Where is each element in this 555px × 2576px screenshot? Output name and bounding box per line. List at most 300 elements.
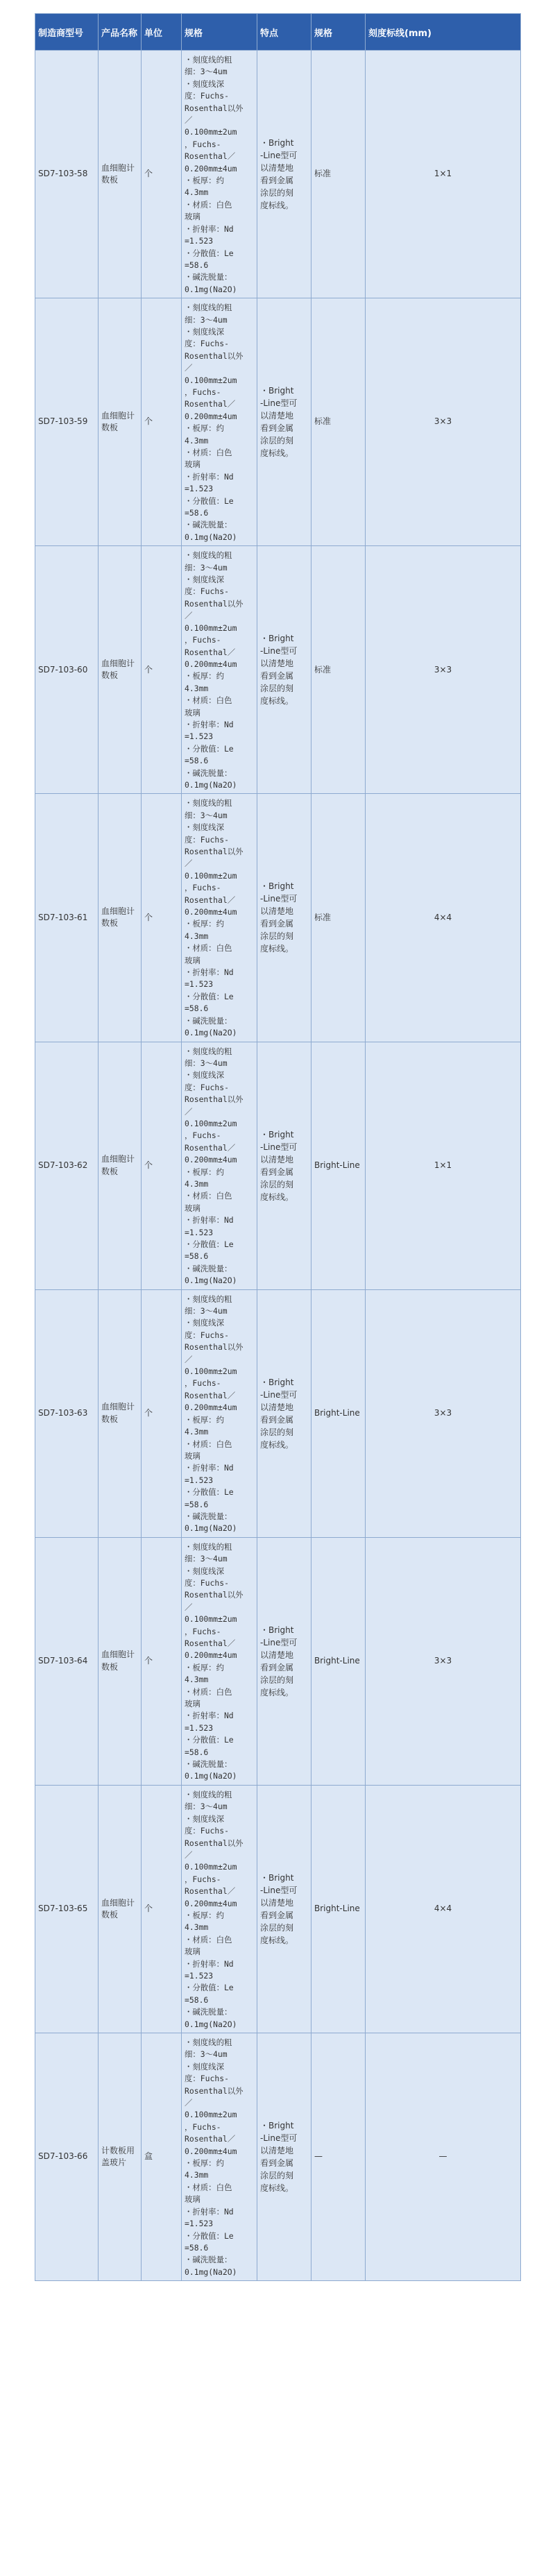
features-line: 以清楚地 <box>260 2146 294 2156</box>
features-line: 度标线。 <box>260 696 294 706</box>
header-type: 规格 <box>311 14 366 51</box>
features-line: ・Bright <box>260 1625 294 1635</box>
specification-line: 0.100mm±2um <box>185 2110 237 2120</box>
specification-line: ／ <box>185 1849 193 1860</box>
unit-cell: 个 <box>142 546 182 794</box>
specification-line: =1.523 <box>185 1475 214 1485</box>
specification-line: ・碱洗脱量： <box>185 1759 232 1770</box>
specification-line: ／ <box>185 611 193 621</box>
specification-line: 度：Fuchs- <box>185 1330 229 1340</box>
type-cell: Bright-Line <box>311 1785 366 2033</box>
specification-line: 玻璃 <box>185 2194 200 2205</box>
features-line: 度标线。 <box>260 944 294 954</box>
features-line: 涂层的刻 <box>260 1179 294 1189</box>
specification-line: 0.100mm±2um <box>185 1862 237 1872</box>
features-cell <box>257 2033 311 2281</box>
specification-line: ・折射率：Nd <box>185 1711 234 1721</box>
scale-lines-cell: 3×3 <box>366 1289 521 1537</box>
header-scale-lines: 刻度标线(mm) <box>366 14 521 51</box>
specification-line: 细：3～4um <box>185 1802 228 1812</box>
specification-line: ・刻度线深 <box>185 1813 224 1824</box>
specification-line: ・刻度线的粗 <box>185 550 232 561</box>
specification-line: ・碱洗脱量： <box>185 2007 232 2017</box>
specification-cell <box>182 1537 257 1785</box>
specification-line: ・刻度线深 <box>185 326 224 337</box>
specification-line: 度：Fuchs- <box>185 1082 229 1092</box>
product-name-cell: 血细胞计数板 <box>99 1289 142 1537</box>
features-line: 看到金属 <box>260 1910 294 1920</box>
table-row <box>35 794 521 1042</box>
specification-line: ・板厚：约 <box>185 2158 224 2169</box>
features-line: 看到金属 <box>260 1414 294 1425</box>
features-line: 涂层的刻 <box>260 931 294 942</box>
specification-line: 0.100mm±2um <box>185 622 237 633</box>
specification-line: Rosenthal以外 <box>185 1838 244 1848</box>
unit-cell: 个 <box>142 1537 182 1785</box>
specification-line: ・刻度线深 <box>185 1318 224 1328</box>
features-line: 涂层的刻 <box>260 1675 294 1685</box>
specification-line: 0.200mm±4um <box>185 411 237 421</box>
specification-line: 0.1mg(Na2O) <box>185 1523 237 1534</box>
specification-line: Rosenthal以外 <box>185 350 244 361</box>
specification-line: 0.1mg(Na2O) <box>185 532 237 542</box>
features-line: 度标线。 <box>260 1687 294 1697</box>
specification-line: 0.200mm±4um <box>185 659 237 669</box>
specification-line: =1.523 <box>185 236 214 246</box>
specification-line: 0.100mm±2um <box>185 1614 237 1625</box>
specification-line: =58.6 <box>185 260 209 270</box>
features-line: 以清楚地 <box>260 163 294 173</box>
unit-cell: 盒 <box>142 2033 182 2281</box>
specification-line: ，Fuchs- <box>185 1130 221 1141</box>
features-line: -Line型可 <box>260 1389 298 1400</box>
specification-line: ・刻度线的粗 <box>185 303 232 313</box>
features-cell <box>257 298 311 546</box>
specification-line: =1.523 <box>185 1722 214 1733</box>
features-line: 涂层的刻 <box>260 188 294 198</box>
specification-line: ・刻度线的粗 <box>185 1789 232 1799</box>
features-line: -Line型可 <box>260 151 298 161</box>
specification-line: 玻璃 <box>185 707 200 718</box>
specification-line: =1.523 <box>185 2219 214 2229</box>
specification-line: 细：3～4um <box>185 1554 228 1564</box>
features-line: 以清楚地 <box>260 1650 294 1660</box>
specification-line: =1.523 <box>185 484 214 494</box>
features-cell <box>257 1042 311 1289</box>
specification-line: 细：3～4um <box>185 2049 228 2060</box>
specification-line: Rosenthal以外 <box>185 1590 244 1600</box>
features-line: 以清楚地 <box>260 906 294 917</box>
specification-line: 0.100mm±2um <box>185 1366 237 1377</box>
model-cell: SD7-103-59 <box>35 298 99 546</box>
specification-line: ・碱洗脱量： <box>185 272 232 282</box>
specification-line: ・折射率：Nd <box>185 1958 234 1969</box>
specification-line: 细：3～4um <box>185 67 228 77</box>
features-line: 以清楚地 <box>260 659 294 669</box>
specification-line: 4.3mm <box>185 1922 209 1933</box>
specification-line: ，Fuchs- <box>185 2121 221 2132</box>
specification-line: ・材质：白色 <box>185 695 232 706</box>
specification-line: ・碱洗脱量： <box>185 1511 232 1521</box>
scale-lines-cell: — <box>366 2033 521 2281</box>
features-line: ・Bright <box>260 1872 294 1883</box>
features-line: 度标线。 <box>260 201 294 211</box>
features-line: -Line型可 <box>260 646 298 656</box>
specification-line: ・刻度线深 <box>185 2061 224 2071</box>
specification-line: =58.6 <box>185 1251 209 1262</box>
specification-line: ／ <box>185 1602 193 1612</box>
features-line: -Line型可 <box>260 1637 298 1647</box>
product-name-cell: 计数板用盖玻片 <box>99 2033 142 2281</box>
specification-line: Rosenthal以外 <box>185 1094 244 1105</box>
product-name-cell: 血细胞计数板 <box>99 794 142 1042</box>
specification-line: ・刻度线深 <box>185 575 224 585</box>
features-line: ・Bright <box>260 138 294 149</box>
features-line: ・Bright <box>260 1129 294 1139</box>
specification-line: ・碱洗脱量： <box>185 2255 232 2265</box>
specification-line: 4.3mm <box>185 435 209 446</box>
features-line: 度标线。 <box>260 1192 294 1202</box>
specification-line: ，Fuchs- <box>185 387 221 397</box>
specification-line: ・折射率：Nd <box>185 719 234 729</box>
specification-line: ，Fuchs- <box>185 139 221 149</box>
specification-line: 度：Fuchs- <box>185 586 229 597</box>
features-line: ・Bright <box>260 386 294 396</box>
features-line: 度标线。 <box>260 1439 294 1450</box>
specification-line: ・材质：白色 <box>185 1191 232 1201</box>
features-line: 涂层的刻 <box>260 2171 294 2181</box>
features-line: 看到金属 <box>260 176 294 186</box>
features-line: 看到金属 <box>260 919 294 929</box>
table-row <box>35 1537 521 1785</box>
specification-line: =1.523 <box>185 731 214 742</box>
specification-line: 玻璃 <box>185 1203 200 1213</box>
type-cell: Bright-Line <box>311 1289 366 1537</box>
product-name-cell: 血细胞计数板 <box>99 546 142 794</box>
specification-line: 玻璃 <box>185 1450 200 1461</box>
specification-line: ・材质：白色 <box>185 199 232 210</box>
specification-line: Rosenthal以外 <box>185 2085 244 2096</box>
specification-line: 0.1mg(Na2O) <box>185 2019 237 2029</box>
model-cell: SD7-103-66 <box>35 2033 99 2281</box>
specification-cell <box>182 1042 257 1289</box>
specification-line: 4.3mm <box>185 2170 209 2180</box>
specification-line: ，Fuchs- <box>185 1874 221 1884</box>
type-cell: 标准 <box>311 298 366 546</box>
specification-cell <box>182 298 257 546</box>
specification-line: ・分散值：Le <box>185 1983 234 1993</box>
specification-line: ・板厚：约 <box>185 1910 224 1920</box>
specification-line: 0.1mg(Na2O) <box>185 1771 237 1781</box>
unit-cell: 个 <box>142 1785 182 2033</box>
type-cell: — <box>311 2033 366 2281</box>
product-name-cell: 血细胞计数板 <box>99 1785 142 2033</box>
specification-line: ・碱洗脱量： <box>185 1263 232 1273</box>
specification-line: ・分散值：Le <box>185 1735 234 1745</box>
specification-line: ・刻度线深 <box>185 1566 224 1576</box>
specification-line: ・板厚：约 <box>185 1662 224 1672</box>
features-cell <box>257 794 311 1042</box>
specification-line: 玻璃 <box>185 1947 200 1957</box>
specification-line: ・折射率：Nd <box>185 2206 234 2217</box>
specification-line: Rosenthal以外 <box>185 1342 244 1353</box>
type-cell: Bright-Line <box>311 1042 366 1289</box>
specification-line: ・分散值：Le <box>185 743 234 754</box>
specification-line: ・折射率：Nd <box>185 1215 234 1226</box>
features-line: ・Bright <box>260 1377 294 1387</box>
specification-line: 0.1mg(Na2O) <box>185 779 237 790</box>
features-line: 以清楚地 <box>260 1154 294 1164</box>
features-line: 看到金属 <box>260 1662 294 1672</box>
specification-line: 0.1mg(Na2O) <box>185 1276 237 1286</box>
specification-line: ・材质：白色 <box>185 943 232 954</box>
table-body <box>35 51 521 2281</box>
specification-line: 0.200mm±4um <box>185 1898 237 1908</box>
specification-line: ・分散值：Le <box>185 991 234 1001</box>
unit-cell: 个 <box>142 298 182 546</box>
features-line: 看到金属 <box>260 423 294 434</box>
specification-line: ・板厚：约 <box>185 671 224 681</box>
model-cell: SD7-103-60 <box>35 546 99 794</box>
product-name-cell: 血细胞计数板 <box>99 51 142 298</box>
header-product-name: 产品名称 <box>99 14 142 51</box>
specification-line: 0.200mm±4um <box>185 163 237 173</box>
model-cell: SD7-103-65 <box>35 1785 99 2033</box>
specification-line: ・刻度线的粗 <box>185 55 232 65</box>
specification-line: =1.523 <box>185 979 214 990</box>
features-line: -Line型可 <box>260 894 298 904</box>
specification-line: ・分散值：Le <box>185 1239 234 1249</box>
features-line: -Line型可 <box>260 2133 298 2144</box>
features-cell <box>257 546 311 794</box>
specification-line: 细：3～4um <box>185 810 228 820</box>
model-cell: SD7-103-64 <box>35 1537 99 1785</box>
scale-lines-cell: 4×4 <box>366 794 521 1042</box>
model-cell: SD7-103-62 <box>35 1042 99 1289</box>
specification-line: ・板厚：约 <box>185 1414 224 1425</box>
features-cell <box>257 1289 311 1537</box>
scale-lines-cell: 1×1 <box>366 51 521 298</box>
specification-line: ／ <box>185 115 193 126</box>
specification-line: Rosenthal以外 <box>185 103 244 113</box>
specification-line: ／ <box>185 363 193 373</box>
specification-line: ・折射率：Nd <box>185 1463 234 1473</box>
specification-cell <box>182 546 257 794</box>
model-cell: SD7-103-61 <box>35 794 99 1042</box>
specification-cell <box>182 794 257 1042</box>
specification-line: Rosenthal／ <box>185 2134 236 2144</box>
specification-line: ・材质：白色 <box>185 1934 232 1944</box>
specification-line: Rosenthal／ <box>185 1142 236 1153</box>
specification-line: ・碱洗脱量： <box>185 1015 232 1026</box>
features-line: 以清楚地 <box>260 1402 294 1412</box>
specification-line: ・刻度线深 <box>185 822 224 833</box>
specification-line: =58.6 <box>185 1003 209 1014</box>
specification-line: ・分散值：Le <box>185 495 234 506</box>
header-unit: 单位 <box>142 14 182 51</box>
specification-line: 4.3mm <box>185 187 209 198</box>
specification-line: Rosenthal／ <box>185 1638 236 1648</box>
specification-line: =58.6 <box>185 1994 209 2005</box>
specification-line: Rosenthal／ <box>185 1886 236 1897</box>
features-cell <box>257 1537 311 1785</box>
specification-cell <box>182 2033 257 2281</box>
specification-line: 4.3mm <box>185 683 209 693</box>
specification-line: 度：Fuchs- <box>185 834 229 845</box>
type-cell: 标准 <box>311 51 366 298</box>
specification-line: 细：3～4um <box>185 1306 228 1316</box>
specification-line: ・材质：白色 <box>185 1439 232 1449</box>
features-cell <box>257 51 311 298</box>
specification-line: 度：Fuchs- <box>185 339 229 349</box>
unit-cell: 个 <box>142 1042 182 1289</box>
specification-line: 0.200mm±4um <box>185 907 237 917</box>
specification-line: 度：Fuchs- <box>185 91 229 101</box>
specification-line: ・刻度线深 <box>185 1070 224 1081</box>
product-name-cell: 血细胞计数板 <box>99 1042 142 1289</box>
specification-line: 细：3～4um <box>185 562 228 573</box>
specification-line: 0.1mg(Na2O) <box>185 2266 237 2277</box>
features-line: -Line型可 <box>260 1142 298 1152</box>
specification-line: ・碱洗脱量： <box>185 768 232 778</box>
specification-line: ・刻度线深 <box>185 78 224 89</box>
specification-line: 度：Fuchs- <box>185 1577 229 1588</box>
specification-line: =58.6 <box>185 508 209 518</box>
product-name-cell: 血细胞计数板 <box>99 298 142 546</box>
table-row <box>35 51 521 298</box>
features-line: ・Bright <box>260 634 294 644</box>
table-header-row <box>35 14 521 51</box>
specification-line: 玻璃 <box>185 1699 200 1709</box>
features-line: 以清楚地 <box>260 1897 294 1908</box>
specification-line: 0.100mm±2um <box>185 870 237 881</box>
specification-line: Rosenthal／ <box>185 151 236 162</box>
table-row <box>35 546 521 794</box>
specification-line: ／ <box>185 1106 193 1117</box>
specification-line: ・折射率：Nd <box>185 967 234 978</box>
features-cell <box>257 1785 311 2033</box>
specification-line: ・刻度线的粗 <box>185 798 232 808</box>
specification-line: Rosenthal／ <box>185 895 236 905</box>
specification-line: ・板厚：约 <box>185 423 224 434</box>
specification-line: Rosenthal以外 <box>185 598 244 609</box>
product-table-container <box>35 13 520 2281</box>
specification-line: ・材质：白色 <box>185 2182 232 2192</box>
product-name-cell: 血细胞计数板 <box>99 1537 142 1785</box>
specification-line: 细：3～4um <box>185 314 228 325</box>
type-cell: Bright-Line <box>311 1537 366 1785</box>
scale-lines-cell: 4×4 <box>366 1785 521 2033</box>
scale-lines-cell: 3×3 <box>366 298 521 546</box>
specification-line: ・板厚：约 <box>185 919 224 929</box>
specification-line: ／ <box>185 1354 193 1364</box>
table-row <box>35 1289 521 1537</box>
specification-line: ，Fuchs- <box>185 883 221 893</box>
features-line: 以清楚地 <box>260 411 294 421</box>
features-line: 度标线。 <box>260 1935 294 1945</box>
table-row <box>35 298 521 546</box>
scale-lines-cell: 3×3 <box>366 1537 521 1785</box>
features-line: 涂层的刻 <box>260 436 294 446</box>
features-line: -Line型可 <box>260 398 298 409</box>
specification-line: ・分散值：Le <box>185 2230 234 2241</box>
specification-line: =58.6 <box>185 756 209 766</box>
specification-line: 0.200mm±4um <box>185 1155 237 1165</box>
specification-line: =58.6 <box>185 1747 209 1757</box>
scale-lines-cell: 1×1 <box>366 1042 521 1289</box>
specification-line: ・刻度线的粗 <box>185 1294 232 1304</box>
specification-line: ・刻度线的粗 <box>185 1541 232 1552</box>
type-cell: 标准 <box>311 546 366 794</box>
specification-line: 0.1mg(Na2O) <box>185 1028 237 1038</box>
specification-line: 度：Fuchs- <box>185 1826 229 1836</box>
specification-line: 0.100mm±2um <box>185 1118 237 1128</box>
table-row <box>35 1785 521 2033</box>
specification-line: 玻璃 <box>185 459 200 470</box>
header-model: 制造商型号 <box>35 14 99 51</box>
features-line: 看到金属 <box>260 671 294 681</box>
features-line: 涂层的刻 <box>260 1922 294 1933</box>
product-table <box>35 13 521 2281</box>
features-line: ・Bright <box>260 881 294 892</box>
specification-line: 度：Fuchs- <box>185 2074 229 2084</box>
specification-line: Rosenthal／ <box>185 399 236 409</box>
features-line: 涂层的刻 <box>260 1427 294 1437</box>
specification-line: ・分散值：Le <box>185 1487 234 1498</box>
specification-line: ・分散值：Le <box>185 248 234 258</box>
specification-line: =1.523 <box>185 1970 214 1981</box>
type-cell: 标准 <box>311 794 366 1042</box>
specification-line: ，Fuchs- <box>185 1378 221 1389</box>
specification-line: 0.1mg(Na2O) <box>185 284 237 294</box>
specification-line: ・刻度线的粗 <box>185 2037 232 2047</box>
features-line: 看到金属 <box>260 2158 294 2169</box>
specification-line: =1.523 <box>185 1227 214 1237</box>
specification-line: ・折射率：Nd <box>185 223 234 234</box>
specification-line: ，Fuchs- <box>185 1626 221 1636</box>
specification-line: ／ <box>185 2098 193 2108</box>
specification-line: Rosenthal以外 <box>185 847 244 856</box>
specification-line: ・材质：白色 <box>185 1686 232 1697</box>
specification-line: 0.200mm±4um <box>185 1650 237 1661</box>
specification-line: 4.3mm <box>185 1675 209 1685</box>
specification-line: ・刻度线的粗 <box>185 1046 232 1056</box>
features-line: 看到金属 <box>260 1167 294 1177</box>
specification-line: 4.3mm <box>185 931 209 941</box>
specification-line: =58.6 <box>185 1499 209 1509</box>
specification-line: ・板厚：约 <box>185 176 224 186</box>
specification-cell <box>182 51 257 298</box>
specification-line: ，Fuchs- <box>185 635 221 645</box>
specification-line: 0.200mm±4um <box>185 1403 237 1413</box>
model-cell: SD7-103-58 <box>35 51 99 298</box>
specification-line: 0.100mm±2um <box>185 375 237 385</box>
features-line: 度标线。 <box>260 2183 294 2194</box>
features-line: -Line型可 <box>260 1885 298 1895</box>
unit-cell: 个 <box>142 51 182 298</box>
unit-cell: 个 <box>142 794 182 1042</box>
specification-cell <box>182 1785 257 2033</box>
header-features: 特点 <box>257 14 311 51</box>
specification-line: ・材质：白色 <box>185 448 232 457</box>
specification-line: Rosenthal／ <box>185 1390 236 1400</box>
specification-line: 4.3mm <box>185 1427 209 1437</box>
specification-line: Rosenthal／ <box>185 647 236 657</box>
specification-line: 0.200mm±4um <box>185 2146 237 2156</box>
model-cell: SD7-103-63 <box>35 1289 99 1537</box>
specification-line: 玻璃 <box>185 955 200 965</box>
specification-line: ・板厚：约 <box>185 1167 224 1177</box>
